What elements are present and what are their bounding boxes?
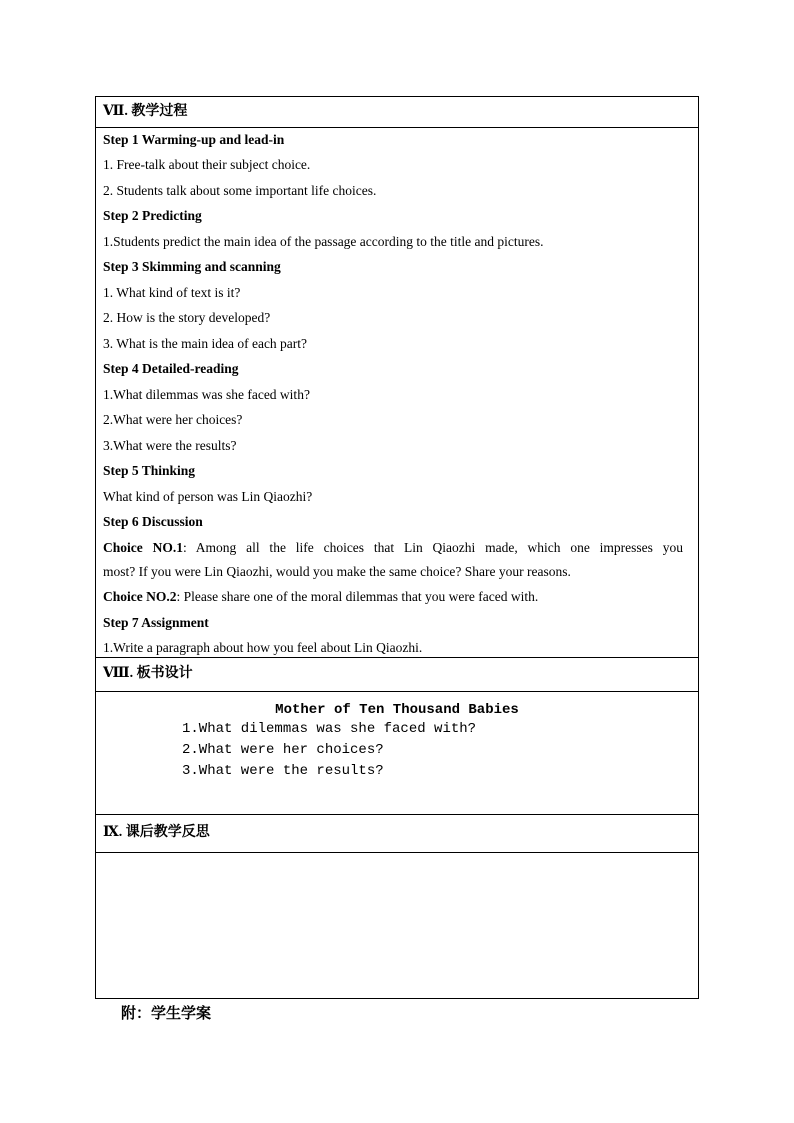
choice-2-text: : Please share one of the moral dilemmas that you were faced with. <box>176 589 539 604</box>
section-9-header <box>96 815 698 853</box>
step-2-heading: Step 2 Predicting <box>103 208 202 223</box>
step-4-item-1: 1.What dilemmas was she faced with? <box>103 387 310 402</box>
board-item-2: 2.What were her choices? <box>182 742 384 758</box>
choice-1-line <box>103 540 683 556</box>
step-5-heading: Step 5 Thinking <box>103 463 196 478</box>
step-1-heading: Step 1 Warming-up and lead-in <box>103 132 285 147</box>
step-3-item-1: 1. What kind of text is it? <box>103 285 241 300</box>
step-1-item-1: 1. Free-talk about their subject choice. <box>103 157 311 172</box>
section-8-title: Ⅷ. 板书设计 <box>103 666 193 681</box>
section-7-header <box>96 97 698 128</box>
step-3-heading: Step 3 Skimming and scanning <box>103 259 281 274</box>
section-8-header <box>96 658 698 692</box>
board-item-3: 3.What were the results? <box>182 763 384 779</box>
reflection-empty-area <box>96 853 698 998</box>
appendix-note: 附：学生学案 <box>121 1004 212 1022</box>
section-9-title: Ⅸ. 课后教学反思 <box>103 825 210 840</box>
step-7-heading: Step 7 Assignment <box>103 615 209 630</box>
step-4-heading: Step 4 Detailed-reading <box>103 361 239 376</box>
step-4-item-2: 2.What were her choices? <box>103 412 243 427</box>
board-item-1: 1.What dilemmas was she faced with? <box>182 721 477 737</box>
choice-2-line <box>103 589 538 605</box>
teaching-process-content <box>96 128 698 658</box>
section-7-title: Ⅶ. 教学过程 <box>103 104 188 119</box>
choice-1-text: : Among all the life choices that Lin Qiaozhi made, which one impresses you <box>182 540 683 555</box>
board-title: Mother of Ten Thousand Babies <box>275 702 519 718</box>
step-3-item-2: 2. How is the story developed? <box>103 310 271 325</box>
step-7-item-1: 1.Write a paragraph about how you feel about Lin Qiaozhi. <box>103 640 423 655</box>
board-design-content <box>96 692 698 815</box>
step-4-item-3: 3.What were the results? <box>103 438 237 453</box>
choice-1-label: Choice NO.1 <box>103 540 183 555</box>
step-6-heading: Step 6 Discussion <box>103 514 203 529</box>
step-1-item-2: 2. Students talk about some important life choices. <box>103 183 377 198</box>
step-2-item-1: 1.Students predict the main idea of the passage according to the title and pictures. <box>103 234 544 249</box>
step-5-item-1: What kind of person was Lin Qiaozhi? <box>103 489 313 504</box>
step-3-item-3: 3. What is the main idea of each part? <box>103 336 308 351</box>
choice-1-continuation: most? If you were Lin Qiaozhi, would you make the same choice? Share your reasons. <box>103 564 571 579</box>
choice-2-label: Choice NO.2 <box>103 589 177 604</box>
lesson-plan-table <box>95 96 699 999</box>
